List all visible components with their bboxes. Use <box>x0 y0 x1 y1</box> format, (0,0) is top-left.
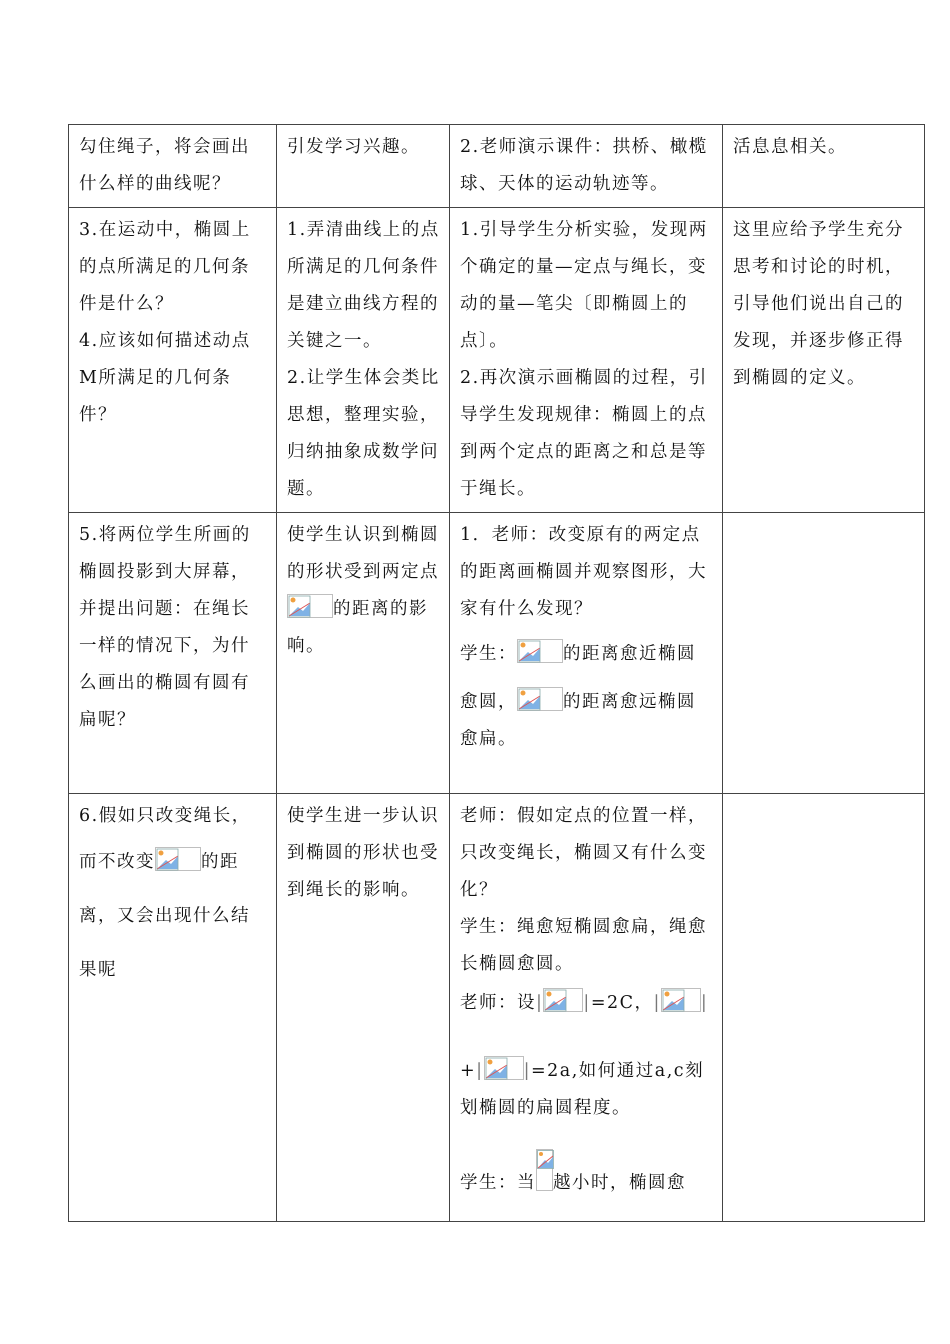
cell-teacher <box>450 125 723 208</box>
cell-teacher <box>450 208 723 513</box>
text-span: 学生： <box>460 644 517 664</box>
text-span: 越小时，椭圆愈 <box>553 1173 686 1193</box>
text-span: 的距离愈近椭圆愈圆， <box>460 644 696 712</box>
cell-purpose <box>277 794 450 1222</box>
text-span: 的距离愈远椭圆愈扁。 <box>460 692 696 749</box>
cell-text: 2.老师演示课件：拱桥、橄榄球、天体的运动轨迹等。 <box>460 137 708 194</box>
broken-image-icon <box>484 1056 524 1080</box>
text-span: 的距离的影响。 <box>287 599 428 656</box>
table-row <box>69 125 925 208</box>
text-span: 使学生认识到椭圆的形状受到两定点 <box>287 525 439 582</box>
cell-activity <box>69 208 277 513</box>
cell-purpose <box>277 125 450 208</box>
cell-text: 使学生进一步认识到椭圆的形状也受到绳长的影响。 <box>287 806 439 900</box>
cell-text <box>287 517 441 665</box>
cell-text: 1．老师：改变原有的两定点的距离画椭圆并观察图形，大家有什么发现？ <box>460 525 707 619</box>
table-row <box>69 513 925 794</box>
cell-text <box>79 835 268 997</box>
abs-bar-right: | <box>583 993 591 1013</box>
abs-bar-right: | <box>523 1061 531 1081</box>
cell-activity <box>69 513 277 794</box>
cell-note <box>723 513 925 794</box>
cell-text <box>460 983 714 1023</box>
cell-teacher <box>450 513 723 794</box>
cell-text: 4.应该如何描述动点M所满足的几何条件？ <box>79 331 251 425</box>
broken-image-icon <box>543 988 583 1012</box>
cell-note <box>723 208 925 513</box>
cell-text: 活息息相关。 <box>733 137 847 157</box>
broken-image-icon <box>287 594 333 618</box>
cell-text: 2.再次演示画椭圆的过程，引导学生发现规律：椭圆上的点到两个定点的距离之和总是等于绳长。 <box>460 368 708 499</box>
broken-image-icon <box>517 687 563 711</box>
cell-text: 1.弄清曲线上的点所满足的几何条件是建立曲线方程的关键之一。 <box>287 220 440 351</box>
cell-text <box>460 1053 714 1127</box>
text-span: =2a,如何通过a,c刻划椭圆的扁圆程度。 <box>460 1061 705 1118</box>
cell-text <box>460 1149 714 1202</box>
cell-text: 6.假如只改变绳长， <box>79 806 251 826</box>
table-row <box>69 208 925 513</box>
cell-text: 学生：绳愈短椭圆愈扁，绳愈长椭圆愈圆。 <box>460 917 707 974</box>
broken-image-icon <box>536 1149 553 1191</box>
cell-text: 5.将两位学生所画的椭圆投影到大屏幕，并提出问题：在绳长一样的情况下，为什么画出的椭圆有圆有扁呢？ <box>79 525 251 730</box>
abs-bar-left: | <box>536 993 544 1013</box>
text-span: + <box>460 1061 477 1081</box>
abs-bar-left: | <box>653 993 661 1013</box>
text-span: 老师：设 <box>460 993 536 1013</box>
cell-activity <box>69 125 277 208</box>
abs-bar-left: | <box>476 1061 484 1081</box>
cell-text: 1.引导学生分析实验，发现两个确定的量—定点与绳长，变动的量—笔尖〔即椭圆上的点〕。 <box>460 220 708 351</box>
cell-text: 老师：假如定点的位置一样，只改变绳长，椭圆又有什么变化？ <box>460 806 707 900</box>
text-span: 学生：当 <box>460 1173 536 1193</box>
cell-teacher <box>450 794 723 1222</box>
cell-text: 这里应给予学生充分思考和讨论的时机，引导他们说出自己的发现，并逐步修正得到椭圆的定义。 <box>733 220 904 388</box>
cell-activity <box>69 794 277 1222</box>
cell-note <box>723 125 925 208</box>
text-span: =2C， <box>590 993 654 1013</box>
cell-purpose <box>277 513 450 794</box>
abs-bar-right: | <box>700 993 709 1013</box>
broken-image-icon <box>155 847 201 871</box>
lesson-plan-table <box>68 124 925 1222</box>
table-row <box>69 794 925 1222</box>
cell-purpose <box>277 208 450 513</box>
cell-text: 2.让学生体会类比思想，整理实验，归纳抽象成数学问题。 <box>287 368 440 499</box>
text-span: 的距离，又会出现什么结果呢 <box>79 852 250 980</box>
text-span: 而不改变 <box>79 852 155 872</box>
cell-text: 3.在运动中，椭圆上的点所满足的几何条件是什么？ <box>79 220 251 314</box>
cell-text: 勾住绳子，将会画出什么样的曲线呢？ <box>79 137 250 194</box>
cell-note <box>723 794 925 1222</box>
cell-text <box>460 636 714 758</box>
broken-image-icon <box>661 988 701 1012</box>
broken-image-icon <box>517 639 563 663</box>
cell-text: 引发学习兴趣。 <box>287 137 420 157</box>
